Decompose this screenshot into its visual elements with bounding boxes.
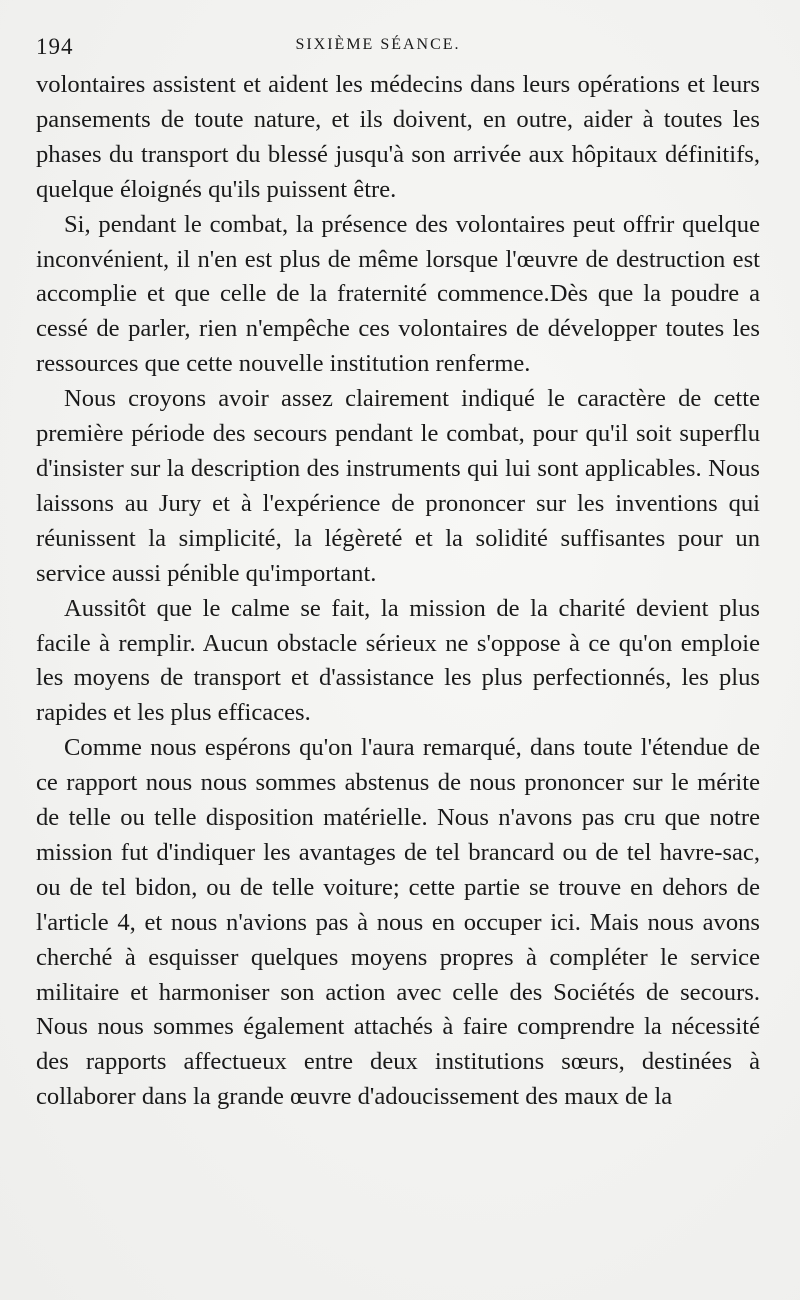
paragraph: Nous croyons avoir assez clairement indiqué le caractère de cette première période des secours pendant le combat, pour qu'il soit superflu d'insister sur la description des instruments qui lui sont applicables. Nous laissons au Jury et à l'expérience de prononcer sur les inventions qui réunissent la simplicité, la légèreté et la solidité suffisantes pour un service aussi pénible qu'important. — [36, 385, 760, 587]
paragraph: volontaires assistent et aident les médecins dans leurs opérations et leurs pansements de toute nature, et ils doivent, en outre, aider à toutes les phases du transport du blessé jusqu'à son arrivée aux hôpitaux définitifs, quelque éloignés qu'ils puissent être. — [36, 71, 760, 203]
paragraph: Aussitôt que le calme se fait, la mission de la charité devient plus facile à remplir. Aucun obstacle sérieux ne s'oppose à ce qu'on emploie les moyens de transport et d'assistance les plus perfectionnés, les plus rapides et les plus efficaces. — [36, 594, 760, 727]
running-head: SIXIÈME SÉANCE. — [295, 36, 461, 53]
paragraph: Si, pendant le combat, la présence des volontaires peut offrir quelque inconvénient, il n'en est plus de même lorsque l'œuvre de destruction est accomplie et que celle de la fraternité commence.Dès que la poudre a cessé de parler, rien n'empêche ces volontaires de développer toutes les ressources que cette nouvelle institution renferme. — [36, 210, 760, 378]
page-number: 194 — [36, 34, 74, 59]
paragraph: Comme nous espérons qu'on l'aura remarqué, dans toute l'étendue de ce rapport nous nous sommes abstenus de nous prononcer sur le mérite de telle ou telle disposition matérielle. Nous n'avons pas cru que notre mission fut d'indiquer les avantages de tel brancard ou de tel havre-sac, ou de tel bidon, ou de telle voiture; cette partie se trouve en dehors de l'article 4, et nous n'avions pas à nous en occuper ici. Mais nous avons cherché à esquisser quelques moyens propres à compléter le service militaire et harmoniser son action avec celle des Sociétés de secours. Nous nous sommes également attachés à faire comprendre la nécessité des rapports affectueux entre deux institutions sœurs, destinées à collaborer dans la grande œuvre d'adoucissement des maux de la — [36, 734, 760, 1111]
page-header — [36, 34, 760, 68]
body-text — [36, 68, 760, 1115]
